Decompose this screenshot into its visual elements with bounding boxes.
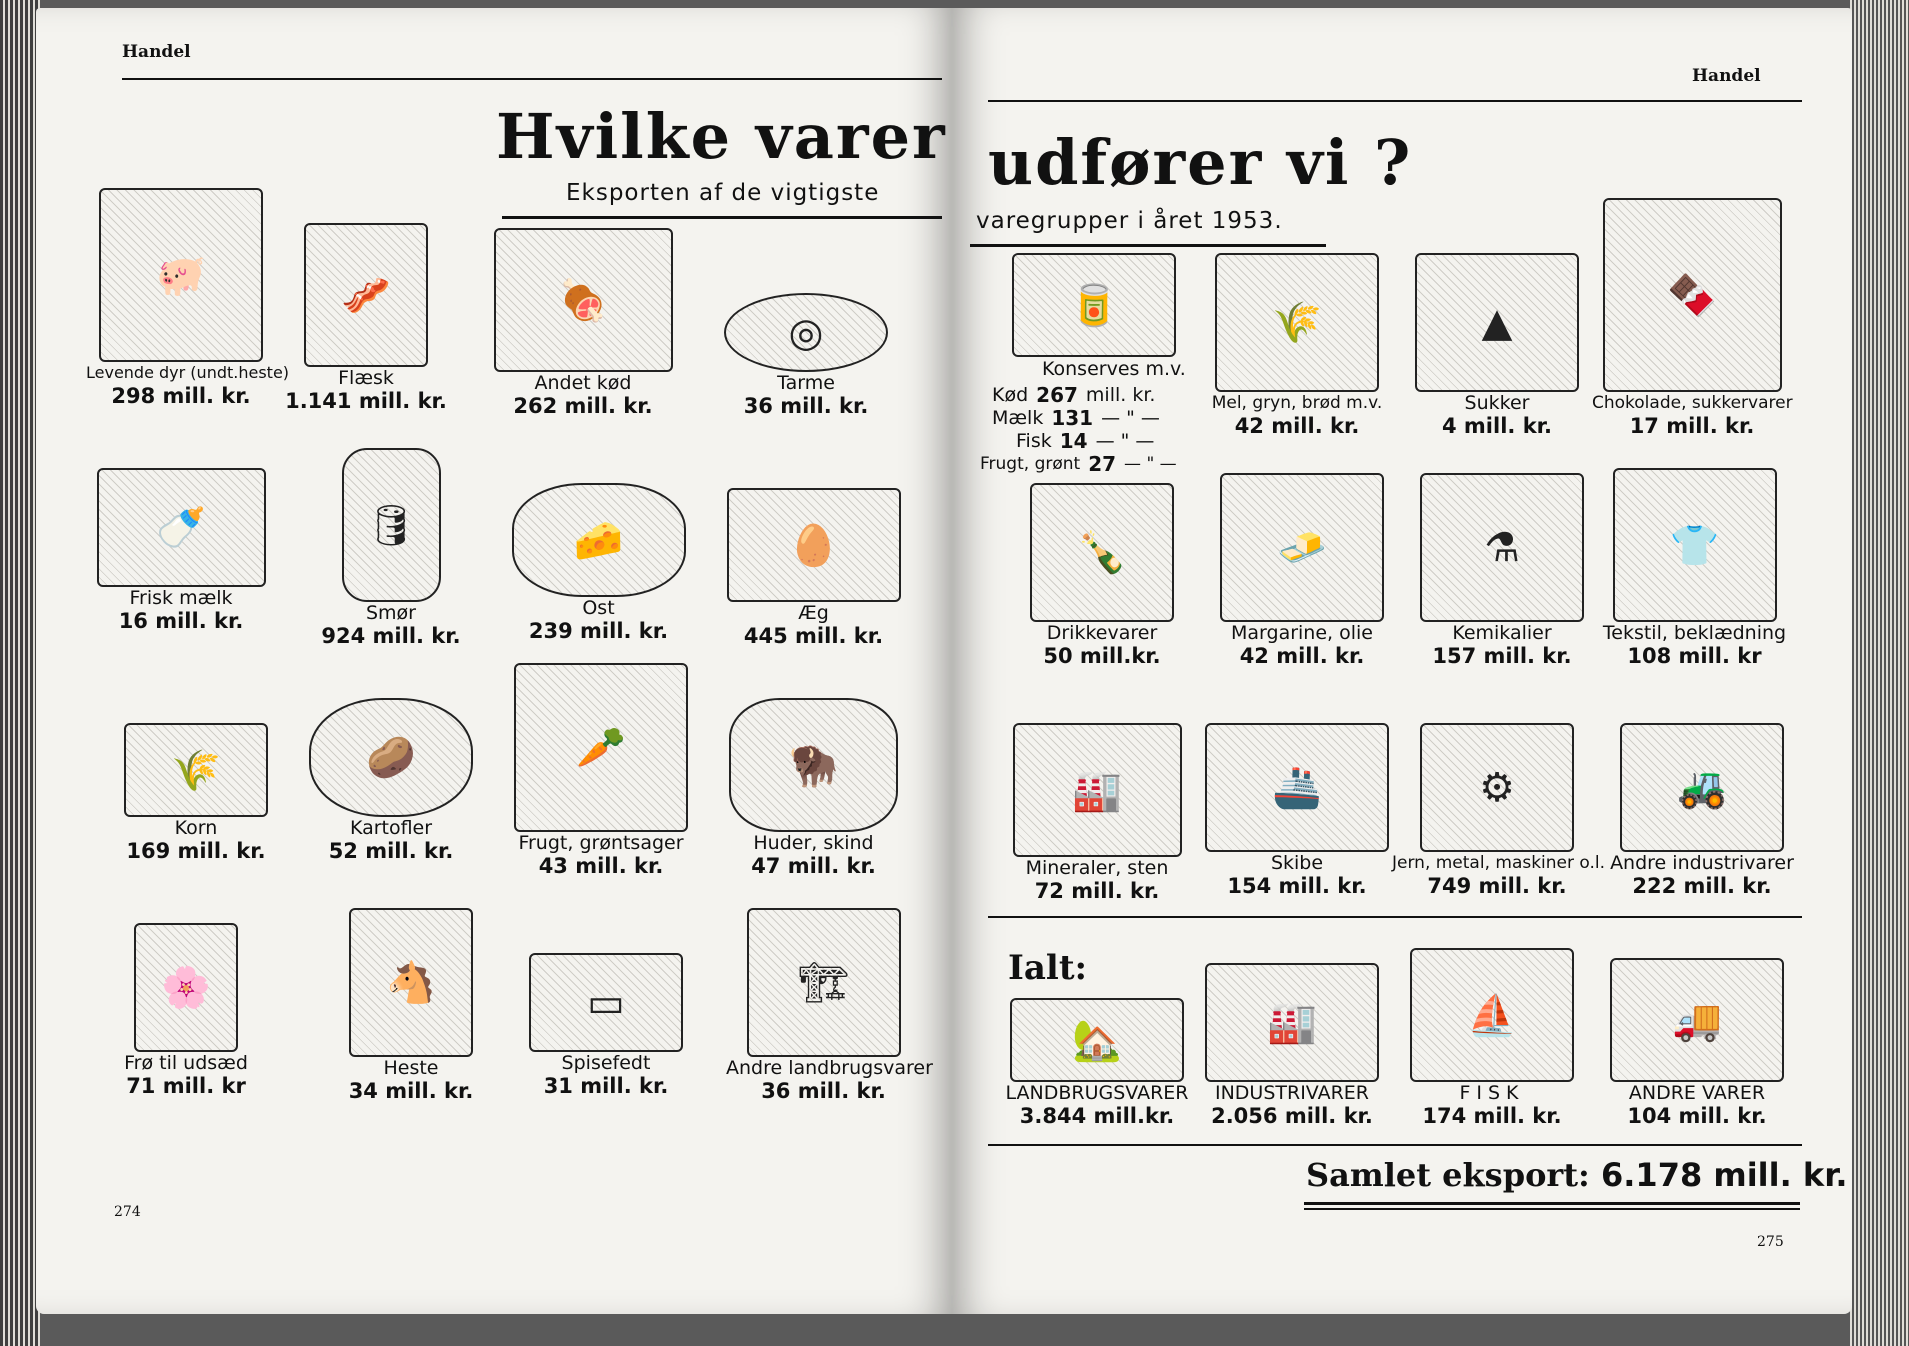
- farm-icon: 🏡: [1010, 998, 1184, 1082]
- grand-total-underline-2: [1304, 1208, 1800, 1210]
- subtitle-right: varegrupper i året 1953.: [976, 208, 1283, 234]
- konserves-row: Frugt, grønt 27 — " —: [980, 452, 1177, 476]
- export-item: 🍼 Frisk mælk 16 mill. kr.: [91, 468, 271, 633]
- margarine-icon: 🧈: [1220, 473, 1384, 622]
- konserves-row: Fisk 14 — " —: [1016, 429, 1155, 453]
- export-item: 🧈 Margarine, olie 42 mill. kr.: [1202, 473, 1402, 668]
- apple-carrot-icon: 🥕: [514, 663, 688, 832]
- page-number-left: 274: [114, 1204, 141, 1220]
- chocolate-icon: 🍫: [1603, 198, 1782, 392]
- subtitle-rule-left: [502, 216, 942, 219]
- export-item: 🦬 Huder, skind 47 mill. kr.: [726, 698, 901, 878]
- page-title-right: udfører vi ?: [988, 126, 1413, 199]
- book-edge-right: [1850, 0, 1909, 1346]
- export-item: 🥚 Æg 445 mill. kr.: [726, 488, 901, 648]
- hides-icon: 🦬: [729, 698, 898, 832]
- potatoes-icon: 🥔: [309, 698, 473, 817]
- grain-icon: 🌾: [124, 723, 268, 817]
- totals-bottom-rule: [988, 1144, 1802, 1146]
- total-item: ⛵ FISK 174 mill. kr.: [1402, 948, 1582, 1128]
- export-item: ⚗ Kemikalier 157 mill. kr.: [1412, 473, 1592, 668]
- konserves-row: Mælk 131 — " —: [992, 406, 1160, 430]
- export-item: ⚙ Jern, metal, maskiner o.l. 749 mill. kr.: [1392, 723, 1602, 898]
- left-page: [36, 8, 952, 1314]
- konserves-breakdown: [980, 384, 1177, 476]
- grand-total-underline: [1304, 1202, 1800, 1205]
- running-head-left: Handel: [122, 42, 191, 62]
- export-item: 🌾 Mel, gryn, brød m.v. 42 mill. kr.: [1202, 253, 1392, 438]
- pigs-icon: 🐖: [99, 188, 263, 362]
- grand-total-value: 6.178 mill. kr.: [1601, 1156, 1848, 1194]
- export-item: 🍖 Andet kød 262 mill. kr.: [488, 228, 678, 418]
- butter-barrel-icon: 🛢: [342, 448, 441, 602]
- export-item: ◎ Tarme 36 mill. kr.: [716, 293, 896, 418]
- beer-bottles-icon: 🍾: [1030, 483, 1174, 622]
- subtitle-rule-right: [970, 244, 1326, 247]
- fishing-boat-icon: ⛵: [1410, 948, 1574, 1082]
- export-item: 🥔 Kartofler 52 mill. kr.: [306, 698, 476, 863]
- chemicals-icon: ⚗: [1420, 473, 1584, 622]
- export-item: 🌾 Korn 169 mill. kr.: [111, 723, 281, 863]
- right-page: Handel udfører vi ? varegrupper i året 1953. 🥫 Konserves m.v. Kød 267 mill. kr. Mælk 131 — " — Fisk 14 — " — Frugt, grønt 27 — " — 🌾 Mel, gryn, brød m.v. 42 mill. kr. ▲ Sukker 4 mill. kr. 🍫 Chokolade, sukkervarer 17 mill. kr. 🍾 Drikkevarer 50 mill.kr. 🧈 Margarine, olie 42 mill. kr. ⚗ Kemikalier 157 mill. kr. 👕 Tekstil, beklædning 108 mill. kr 🏭 Mineraler, sten 72 mill. kr. 🚢 Skibe 154 mill. kr. ⚙ Jern, metal, maskiner o.l. 749 mill. kr. 🚜 Andre industrivarer 222 mill. kr. Ialt: 🏡 LANDBRUGSVARER 3.844 mill.kr. 🏭 INDUSTRIVARER 2.056 mill. kr. ⛵ FISK 174 mill. kr. 🚚 ANDRE VARER 104 mill. kr. Samlet eksport: 6.178 mill. kr. 275: [952, 8, 1852, 1314]
- cans-icon: 🥫: [1012, 253, 1176, 357]
- export-item: 🍫 Chokolade, sukkervarer 17 mill. kr.: [1592, 198, 1792, 438]
- pork-side-icon: 🥓: [304, 223, 428, 367]
- lard-block-icon: ▭: [529, 953, 683, 1052]
- industry-icon: 🏭: [1205, 963, 1379, 1082]
- sugar-cone-icon: ▲: [1415, 253, 1579, 392]
- export-item: 🐴 Heste 34 mill. kr.: [326, 908, 496, 1103]
- factory-icon: 🏭: [1013, 723, 1182, 857]
- export-item: 🥓 Flæsk 1.141 mill. kr.: [281, 223, 451, 413]
- export-item: 🏭 Mineraler, sten 72 mill. kr.: [997, 723, 1197, 903]
- header-rule-right: [988, 100, 1802, 102]
- grand-total-label: Samlet eksport:: [1306, 1156, 1590, 1194]
- truck-icon: 🚚: [1610, 958, 1784, 1082]
- machinery-icon: ⚙: [1420, 723, 1574, 852]
- ialt-label: Ialt:: [1008, 948, 1088, 988]
- subtitle-left: Eksporten af de vigtigste: [566, 180, 880, 206]
- total-item: 🏡 LANDBRUGSVARER 3.844 mill.kr.: [1002, 998, 1192, 1128]
- flour-sack-icon: 🌾: [1215, 253, 1379, 392]
- textile-icon: 👕: [1613, 468, 1777, 622]
- ship-icon: 🚢: [1205, 723, 1389, 852]
- totals-top-rule: [988, 916, 1802, 918]
- export-item: 🌸 Frø til udsæd 71 mill. kr: [106, 923, 266, 1098]
- eggs-icon: 🥚: [727, 488, 901, 602]
- export-item: 🐖 Levende dyr (undt.heste) 298 mill. kr.: [86, 188, 276, 408]
- export-item: 🚜 Andre industrivarer 222 mill. kr.: [1607, 723, 1797, 898]
- meat-hooks-icon: 🍖: [494, 228, 673, 372]
- export-item: 🥕 Frugt, grøntsager 43 mill. kr.: [506, 663, 696, 878]
- total-item: 🏭 INDUSTRIVARER 2.056 mill. kr.: [1197, 963, 1387, 1128]
- export-item: 🏗 Andre landbrugsvarer 36 mill. kr.: [726, 908, 921, 1103]
- export-item: ▲ Sukker 4 mill. kr.: [1412, 253, 1582, 438]
- page-number-right: 275: [1757, 1234, 1784, 1250]
- casings-plate-icon: ◎: [724, 293, 888, 372]
- book-edge-left: [0, 0, 40, 1346]
- export-item: 👕 Tekstil, beklædning 108 mill. kr: [1597, 468, 1792, 668]
- export-item: 🛢 Smør 924 mill. kr.: [316, 448, 466, 648]
- total-item: 🚚 ANDRE VARER 104 mill. kr.: [1602, 958, 1792, 1128]
- export-item: 🧀 Ost 239 mill. kr.: [511, 483, 686, 643]
- cheese-icon: 🧀: [512, 483, 686, 597]
- export-item: 🍾 Drikkevarer 50 mill.kr.: [1007, 483, 1197, 668]
- header-rule-left: [122, 78, 942, 80]
- grand-total: [1306, 1156, 1848, 1194]
- konserves-row: Kød 267 mill. kr.: [992, 383, 1156, 407]
- forklift-icon: 🚜: [1620, 723, 1784, 852]
- crane-icon: 🏗: [747, 908, 901, 1057]
- export-item: 🚢 Skibe 154 mill. kr.: [1197, 723, 1397, 898]
- page-title-left: Hvilke varer: [496, 100, 947, 173]
- seed-box-icon: 🌸: [134, 923, 238, 1052]
- running-head-right: Handel: [1692, 66, 1761, 86]
- export-item: ▭ Spisefedt 31 mill. kr.: [521, 953, 691, 1098]
- milk-bottles-icon: 🍼: [97, 468, 266, 587]
- horse-icon: 🐴: [349, 908, 473, 1057]
